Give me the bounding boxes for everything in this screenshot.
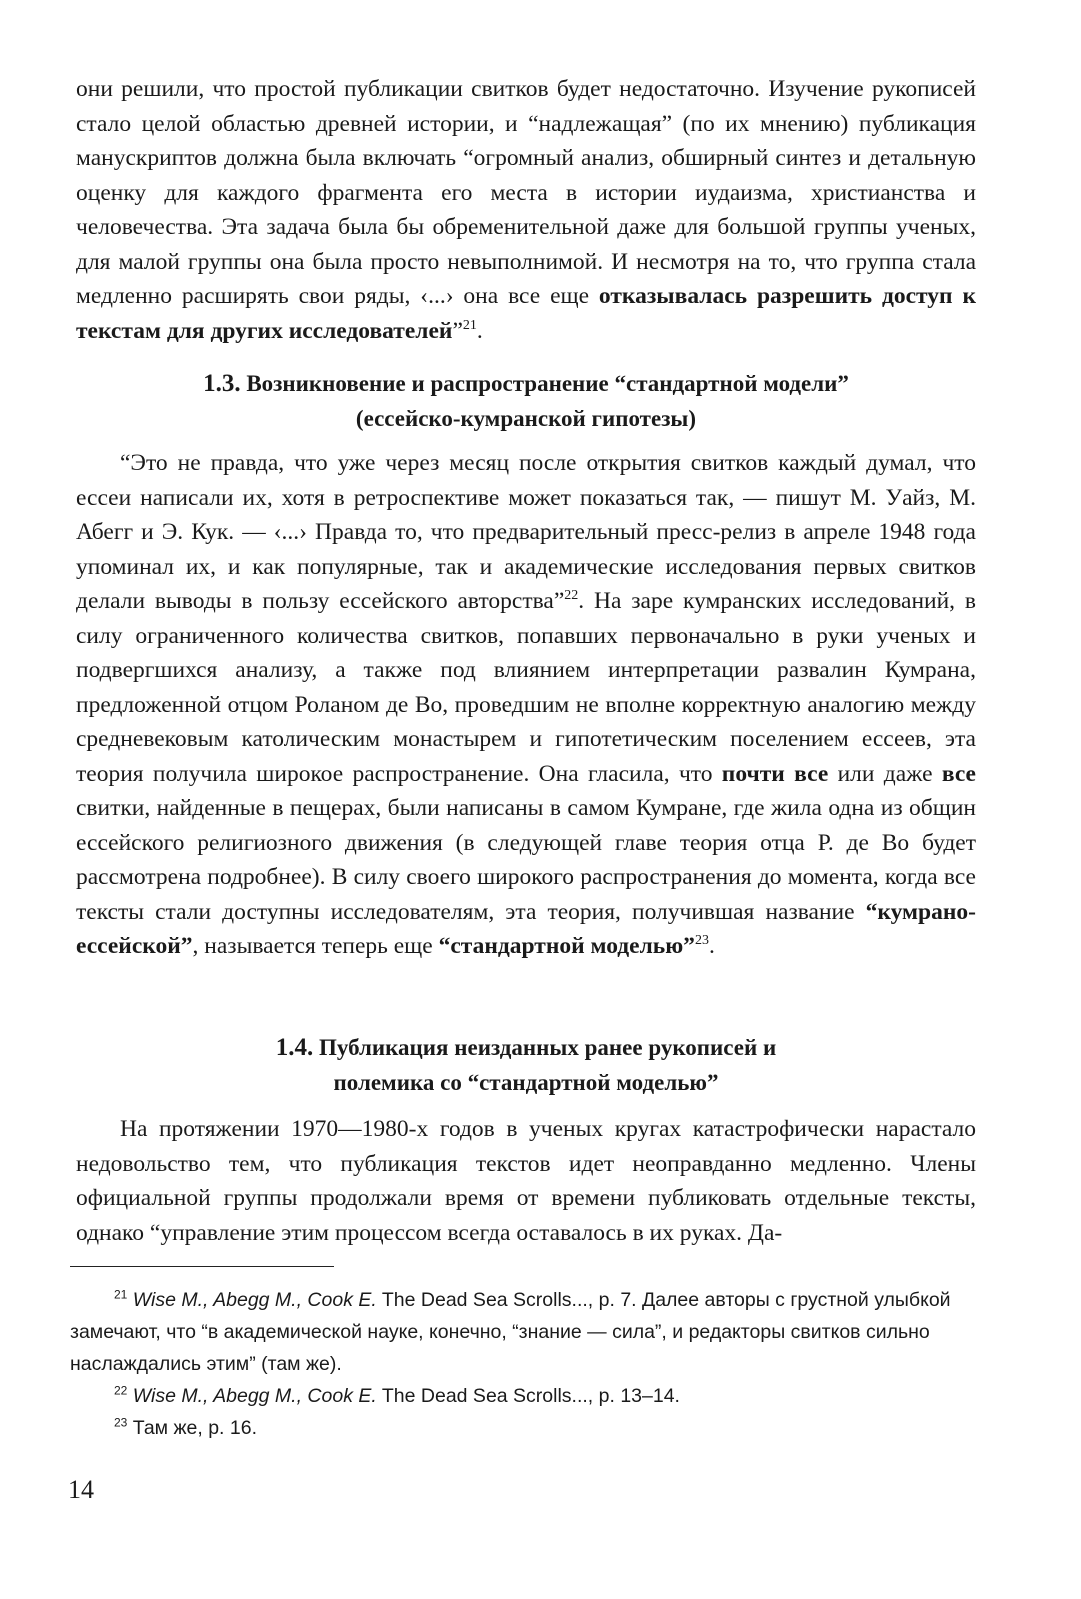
bold-phrase: “кумрано-ессейской” <box>76 898 976 959</box>
heading-line-2: (ессейско-кумранской гипотезы) <box>355 406 697 431</box>
footnote-ref-23[interactable]: 23 <box>694 933 709 949</box>
paragraph-standard-model <box>76 446 976 964</box>
bold-phrase: почти все <box>721 760 829 787</box>
section-number: 1.4. <box>275 1034 314 1061</box>
footnote-number: 22 <box>114 1383 128 1398</box>
text-segment: . На заре кумранских исследований, в силу ограниченного количества свитков, попавших первоначально в руки ученых и подвергшихся анализу, а также под влиянием интерпретации развалин Кумрана, предложенной отцом Роланом де Во, проведшим не вполне корректную аналогию между средневековым католическим монастырем и гипотетическим поселением ессеев, эта теория получила широкое распространение. Она гласила, что <box>76 588 977 787</box>
bold-phrase: “стандартной моделью” <box>438 933 695 959</box>
footnote-text: The Dead Sea Scrolls..., p. 13–14. <box>376 1385 680 1407</box>
period: . <box>476 317 483 344</box>
paragraph-text: они решили, что простой публикации свитков будет недостаточно. Изучение рукописей стало целой областью древней истории, и “надлежащая” (по их мнению) публикация манускриптов должна была включать “огромный анализ, обширный синтез и детальную оценку для каждого фрагмента его места в истории иудаизма, христианства и человечества. Эта задача была бы обременительной даже для большой группы ученых, для малой группы она была просто невыполнимой. И несмотря на то, что группа стала медленно расширять свои ряды, ‹...› она все еще <box>76 76 976 309</box>
bold-phrase: отказывалась разрешить доступ к текстам для других исследователей <box>76 283 976 344</box>
text-segment: свитки, найденные в пещерах, были написаны в самом Кумране, где жила одна из общин ессейского религиозного движения (в следующей главе теория отца Р. де Во будет рассмотрена подробнее). В силу своего широкого распространения до момента, когда все тексты стали доступны исследователям, эта теория, получившая название <box>76 795 976 925</box>
text-segment: или даже <box>828 760 942 787</box>
text-segment: , называется теперь еще <box>192 933 439 959</box>
paragraph-text: На протяжении 1970—1980-х годов в ученых кругах катастрофически нарастало недовольство тем, что публикация текстов идет неоправданно медленно. Члены официальной группы продолжали время от времени публиковать отдельные тексты, однако “управление этим процессом всегда оставалось в их руках. Да- <box>76 1116 976 1246</box>
footnote-21 <box>70 1284 980 1380</box>
footnote-number: 21 <box>114 1287 128 1302</box>
section-heading-1-4 <box>76 1030 976 1100</box>
section-heading-1-3 <box>76 366 976 436</box>
footnote-22 <box>70 1380 980 1412</box>
footnote-text: Там же, p. 16. <box>132 1417 257 1439</box>
closing-quote: ” <box>452 317 463 344</box>
footnote-number: 23 <box>114 1415 128 1430</box>
footnote-23 <box>70 1412 980 1444</box>
page-number: 14 <box>68 1475 94 1504</box>
heading-line-2: полемика со “стандартной моделью” <box>333 1070 719 1095</box>
period: . <box>708 933 715 959</box>
footnote-ref-21[interactable]: 21 <box>462 317 477 333</box>
text-segment: “Это не правда, что уже через месяц после открытия свитков каждый думал, что ессеи написали их, хотя в ретроспективе может показаться так, — пишут М. Уайз, М. Абегг и Э. Кук. — ‹...› Правда то, что предварительный пресс-релиз в апреле 1948 года упоминал их, и как популярные, так и академические исследования первых свитков делали выводы в пользу ессейского авторства” <box>76 450 976 614</box>
footnote-ref-22[interactable]: 22 <box>564 588 579 604</box>
paragraph-publication <box>76 1112 976 1250</box>
heading-line-1: Возникновение и распространение “стандартной модели” <box>246 371 849 396</box>
footnote-authors: Wise M., Abegg M., Cook E. <box>132 1289 377 1311</box>
bold-phrase: все <box>941 760 976 787</box>
footnote-divider <box>70 1266 334 1267</box>
section-number: 1.3. <box>203 370 241 397</box>
footnote-authors: Wise M., Abegg M., Cook E. <box>132 1385 377 1407</box>
footnotes <box>70 1284 980 1444</box>
paragraph-intro <box>76 72 976 348</box>
footnote-text: The Dead Sea Scrolls..., p. 7. Далее авторы с грустной улыбкой замечают, что “в академической науке, конечно, “знание — сила”, и редакторы свитков сильно наслаждались этим” (там же). <box>70 1289 951 1375</box>
heading-line-1: Публикация неизданных ранее рукописей и <box>318 1035 777 1060</box>
